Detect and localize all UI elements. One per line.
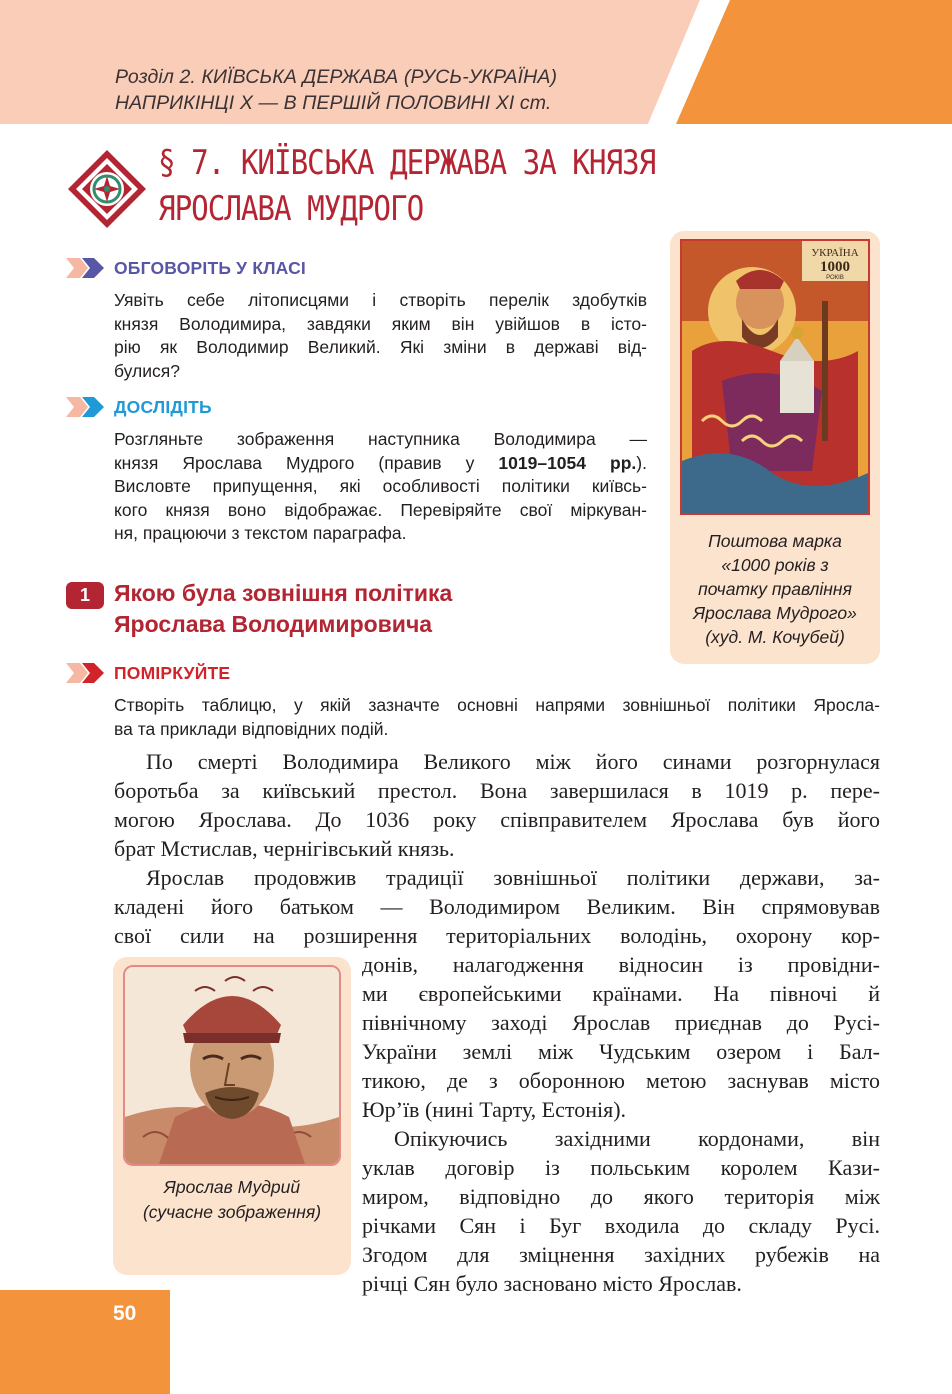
stamp-figure (670, 231, 880, 664)
portrait-image (123, 965, 341, 1166)
chapter-header-line1: Розділ 2. КИЇВСЬКА ДЕРЖАВА (РУСЬ-УКРАЇНА) (115, 66, 558, 88)
text-line: Висловте припущення, які особливості політики київсь- (114, 476, 647, 496)
task-ponder-label: ПОМІРКУЙТЕ (114, 662, 231, 683)
stamp-caption (670, 529, 880, 649)
chevron-arrow-icon (66, 256, 106, 280)
paragraph-title-line2: ЯРОСЛАВА МУДРОГО (158, 189, 424, 229)
portrait-illustration (125, 967, 339, 1164)
text-line: тикою, де з оборонною метою заснував місто (362, 1068, 880, 1093)
task-ponder-heading (66, 660, 230, 686)
caption-line: «1000 років з (721, 555, 829, 575)
reign-years: 1019–1054 рр. (498, 452, 637, 473)
portrait-figure (113, 957, 351, 1275)
text-line: Ярослав продовжив традиції зовнішньої політики держави, за- (146, 865, 880, 890)
body-text-full (114, 747, 880, 950)
paragraph-title (158, 140, 655, 232)
caption-line: Поштова марка (708, 531, 842, 551)
text-line: Згодом для зміцнення західних рубежів на (362, 1242, 880, 1267)
caption-line: початку правління (698, 579, 852, 599)
text-line: Уявіть себе літописцями і створіть перелік здобутків (114, 290, 647, 310)
text-line: уклав договір із польським королем Кази- (362, 1155, 880, 1180)
text-line: ва та приклади відповідних подій. (114, 719, 389, 739)
task-discuss-heading (66, 255, 306, 281)
caption-line: Ярослав Мудрий (163, 1177, 301, 1197)
text-line: північному заході Ярослав приєднав до Русі- (362, 1010, 880, 1035)
text-line: боротьба за київський престол. Вона завершилася в 1019 р. пере- (114, 778, 880, 803)
chevron-arrow-icon (66, 661, 106, 685)
section-title-line1: Якою була зовнішня політика (114, 580, 453, 606)
text-line: брат Мстислав, чернігівський князь. (114, 836, 455, 861)
stamp-illustration (682, 241, 868, 513)
text-line: кладені його батьком — Володимиром Великим. Він спрямовував (114, 894, 880, 919)
text-line: могою Ярослава. До 1036 року співправителем Ярослава був його (114, 807, 880, 832)
task-ponder-text (114, 693, 880, 741)
chapter-header (115, 64, 557, 116)
text-line: князя Володимира, завдяки яким він увійшов в істо- (114, 313, 647, 334)
task-research-text (114, 428, 647, 546)
body-text-narrow (362, 950, 880, 1298)
text-line: ми європейськими країнами. На півночі й (362, 981, 880, 1006)
task-research-heading (66, 394, 212, 420)
text-line: По смерті Володимира Великого між його синами розгорнулася (146, 749, 880, 774)
text-line: річці Сян було засновано місто Ярослав. (362, 1271, 742, 1296)
text-line (114, 452, 647, 476)
text-line: свої сили на розширення територіальних володінь, охорону кор- (114, 923, 880, 948)
stamp-text-years: РОКІВ (826, 275, 844, 281)
stamp-text-country: УКРАЇНА (811, 247, 859, 259)
text-line: Створіть таблицю, у якій зазначте основні напрями зовнішньої політики Яросла- (114, 695, 880, 715)
ornament-icon (66, 148, 148, 230)
task-discuss-label: ОБГОВОРІТЬ У КЛАСІ (114, 257, 306, 278)
chapter-header-line2: НАПРИКІНЦІ Х — В ПЕРШІЙ ПОЛОВИНІ ХІ ст. (115, 92, 552, 114)
text-line: булися? (114, 360, 180, 381)
section-number-badge: 1 (66, 582, 104, 609)
caption-line: (сучасне зображення) (142, 1202, 322, 1222)
task-discuss-text (114, 289, 647, 383)
paragraph-title-line1: § 7. КИЇВСЬКА ДЕРЖАВА ЗА КНЯЗЯ (158, 143, 656, 183)
text-line: кого князя воно відображає. Перевіряйте свої міркуван- (114, 499, 647, 520)
text-line: ня, працюючи з текстом параграфа. (114, 523, 407, 543)
text-line: річками Сян і Буг входила до складу Русі. (362, 1213, 880, 1238)
page-number: 50 (113, 1302, 137, 1325)
text-fragment: ). (636, 452, 647, 473)
portrait-caption (113, 1175, 351, 1225)
text-line: рію як Володимир Великий. Які зміни в державі від- (114, 337, 647, 357)
text-line: Розгляньте зображення наступника Володимира — (114, 429, 647, 449)
chevron-arrow-icon (66, 395, 106, 419)
task-research-label: ДОСЛІДІТЬ (114, 396, 212, 417)
stamp-text-value: 1000 (820, 259, 850, 275)
section-title-line2: Ярослава Володимировича (114, 611, 433, 637)
text-fragment: князя Ярослава Мудрого (правив у (114, 452, 499, 473)
text-line: миром, відповідно до якого територія між (362, 1184, 880, 1209)
caption-line: Ярослава Мудрого» (693, 603, 857, 623)
caption-line: (худ. М. Кочубей) (705, 627, 845, 647)
stamp-image (680, 239, 870, 515)
text-line: Опікуючись західними кордонами, він (394, 1126, 880, 1151)
section-title (114, 578, 452, 640)
page-number-box (0, 1290, 170, 1394)
text-line: Юр’їв (нині Тарту, Естонія). (362, 1097, 627, 1122)
text-line: України землі між Чудським озером і Бал- (362, 1039, 880, 1064)
text-line: донів, налагодження відносин із провідни- (362, 952, 880, 977)
